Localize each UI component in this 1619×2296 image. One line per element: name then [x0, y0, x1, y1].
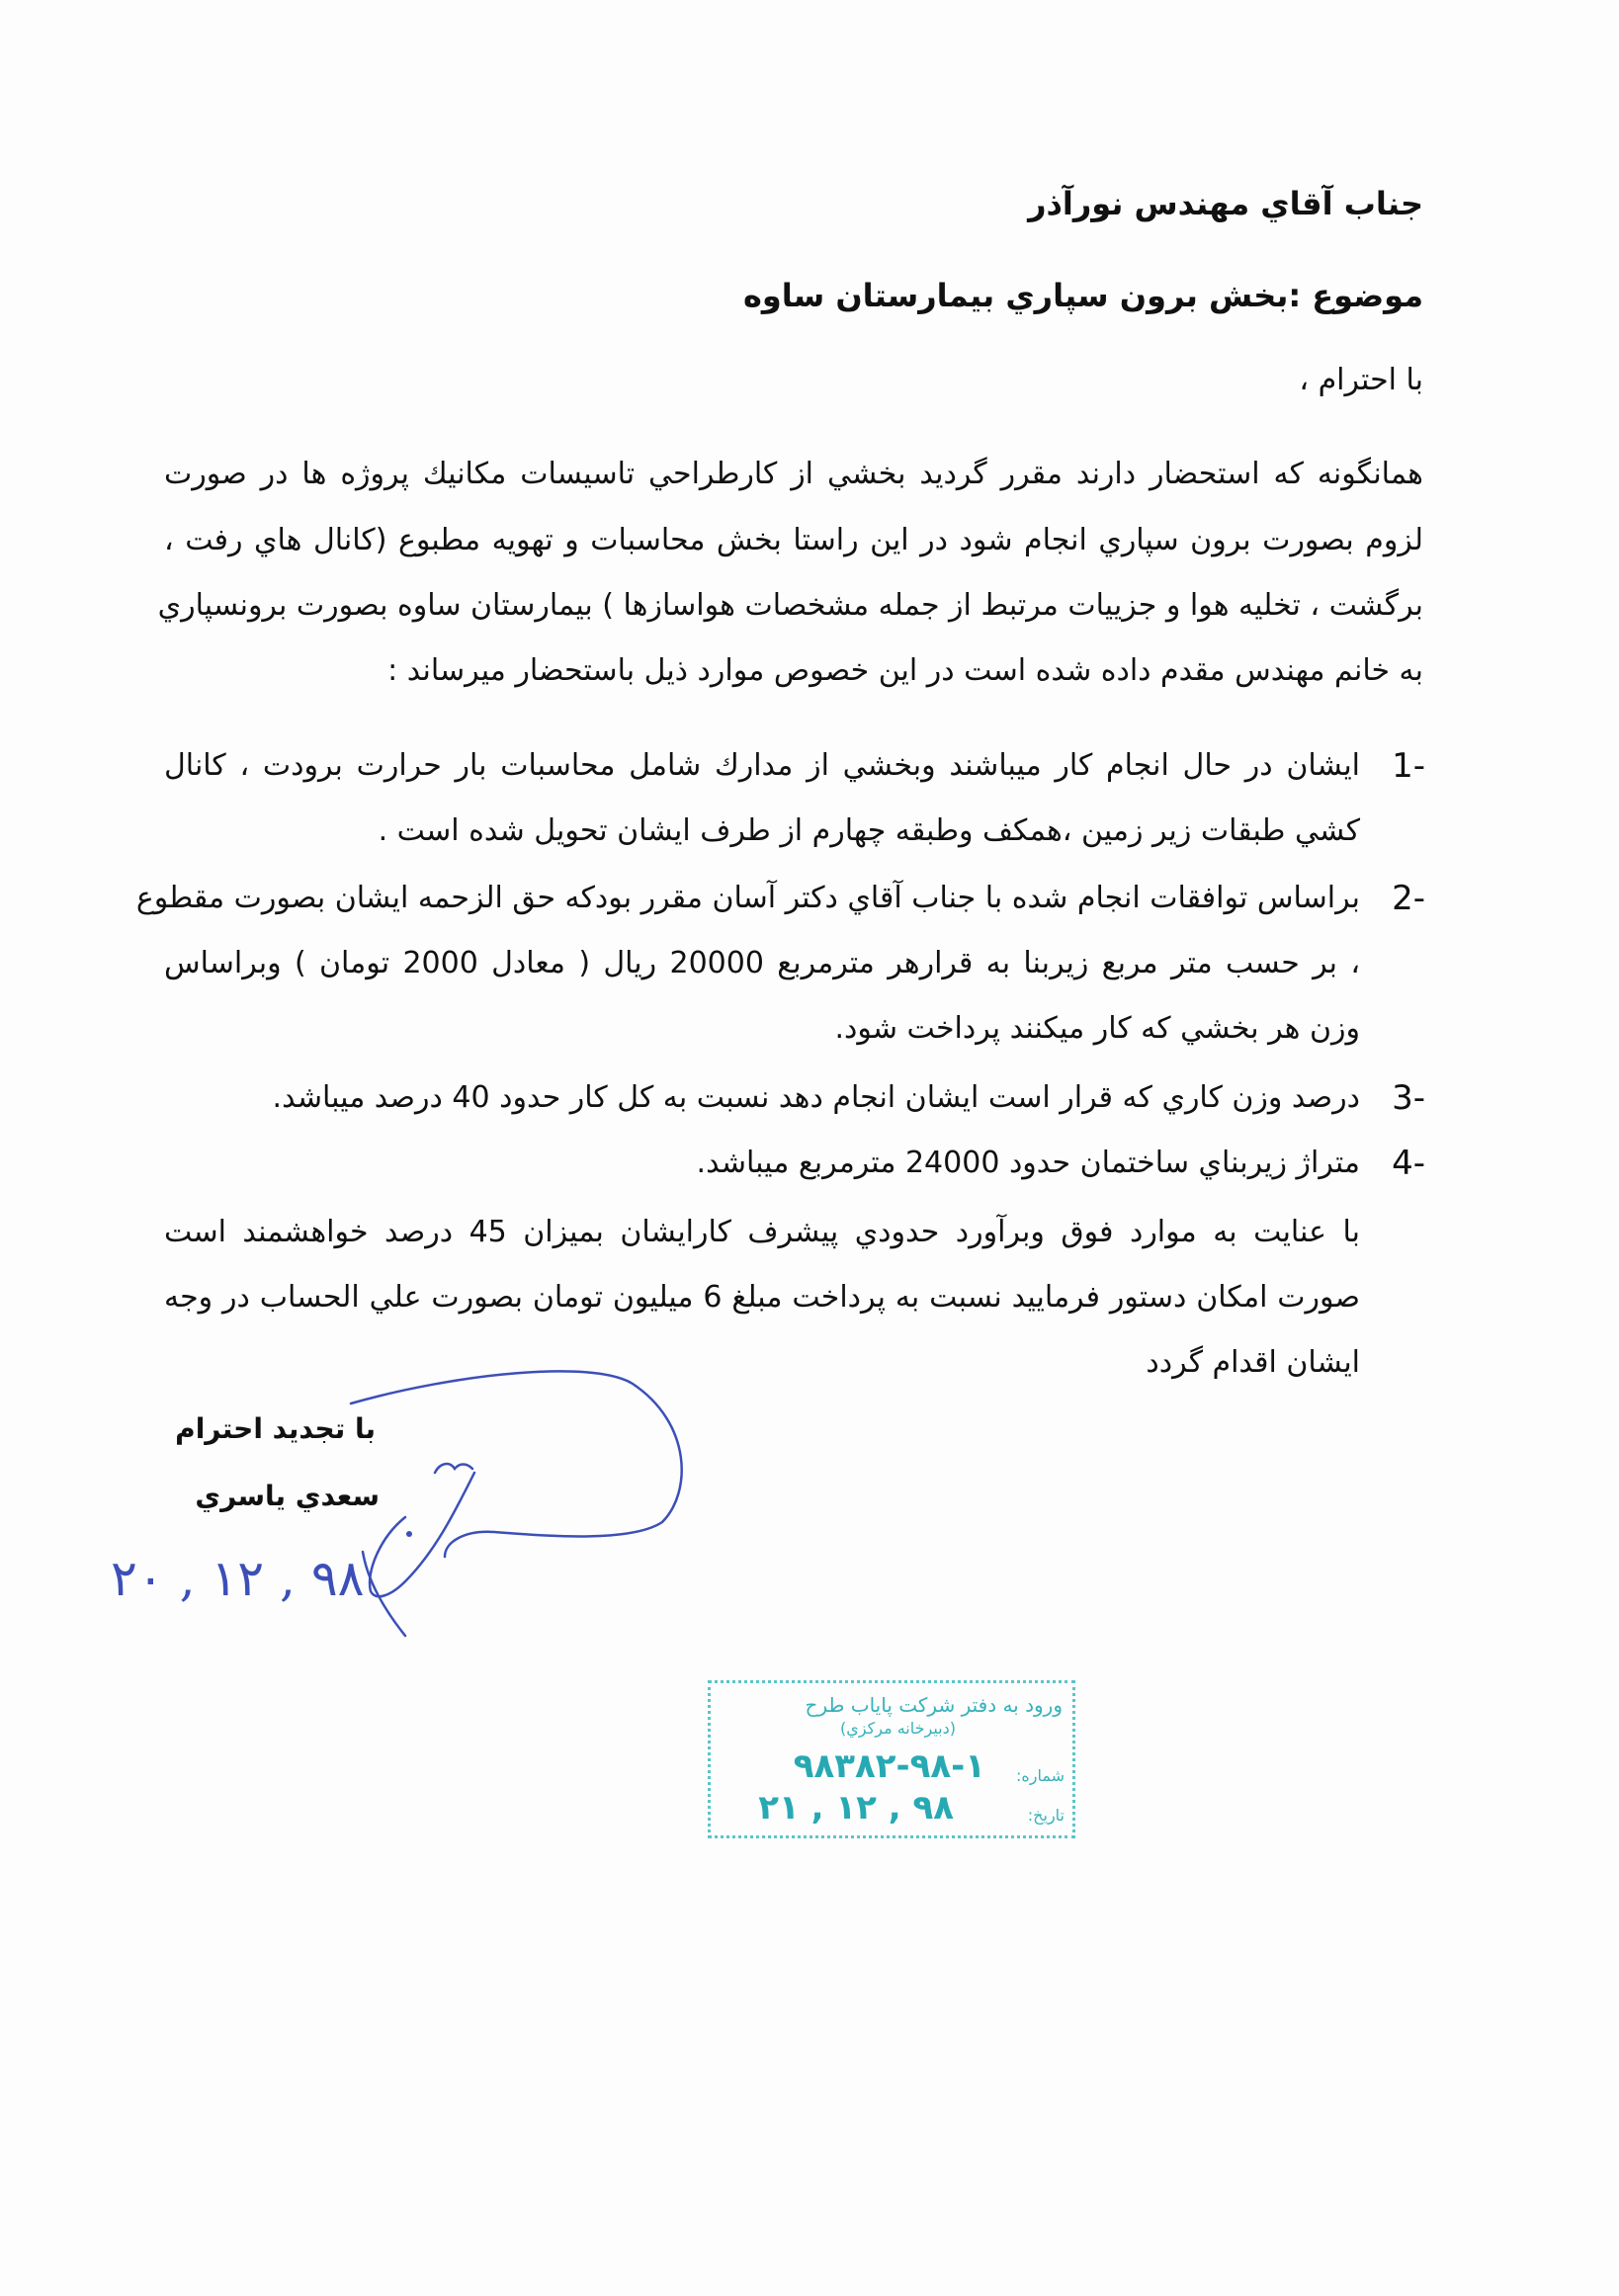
signature-tail [363, 1552, 405, 1636]
signoff: با تجديد احترام [175, 1412, 376, 1445]
intro-line: برگشت ، تخليه هوا و جزييات مرتبط از جمله مشخصات هواسازها ) بيمارستان ساوه بصورت برونسپاري [157, 588, 1423, 623]
receipt-stamp [708, 1680, 1075, 1838]
stamp-date-value: ٩٨ , ١٢ , ٢١ [758, 1788, 954, 1828]
closing-line: با عنايت به موارد فوق وبرآورد حدودي پيشرف كارايشان بميزان 45 درصد خواهشمند است [164, 1215, 1360, 1249]
signature-stroke [370, 1473, 474, 1596]
closing-line: صورت امكان دستور فرماييد نسبت به پرداخت مبلغ 6 ميليون تومان بصورت علي الحساب در وجه [164, 1280, 1360, 1315]
item-number: -2 [1392, 879, 1425, 918]
item-number: -3 [1392, 1078, 1425, 1118]
item-line: ، بر حسب متر مربع زيربنا به قرارهر مترمربع 20000 ريال ( معادل 2000 تومان ) وبراساس [164, 946, 1361, 980]
intro-line: لزوم بصورت برون سپاري انجام شود در اين راستا بخش محاسبات و تهويه مطبوع (كانال هاي رفت ، [164, 523, 1423, 557]
item-line: كشي طبقات زير زمين ،همكف وطبقه چهارم از طرف ايشان تحويل شده است . [378, 813, 1360, 848]
item-line: متراژ زيربناي ساختمان حدود 24000 مترمربع ميباشد. [696, 1146, 1360, 1180]
intro-line: به خانم مهندس مقدم داده شده است در اين خصوص موارد ذيل باستحضار ميرساند : [387, 653, 1423, 688]
item-line: وزن هر بخشي كه كار ميكنند پرداخت شود. [834, 1011, 1360, 1046]
greeting-line: با احترام ، [1299, 363, 1423, 397]
intro-line: همانگونه كه استحضار دارند مقرر گرديد بخشي از كارطراحي تاسيسات مكانيك پروژه ها در صورت [164, 457, 1423, 491]
handwritten-date: ٩٨ , ١٢ , ٢٠ [111, 1550, 365, 1607]
stamp-date-label: تاريخ: [1027, 1806, 1065, 1825]
item-number: -4 [1392, 1144, 1425, 1183]
item-line: براساس توافقات انجام شده با جناب آقاي دكتر آسان مقرر بودكه حق الزحمه ايشان بصورت مقطوع [135, 881, 1360, 915]
stamp-subtitle: (دبيرخانه مركزي) [840, 1719, 956, 1738]
signer-name: سعدي ياسري [195, 1480, 380, 1512]
closing-line: ايشان اقدام گردد [1146, 1345, 1360, 1380]
signature-loop [351, 1371, 682, 1557]
stamp-number-value: ١-٩٨-٩٨٣٨٢ [793, 1746, 985, 1786]
recipient-line: جناب آقاي مهندس نورآذر [1028, 185, 1423, 222]
signature-mark [435, 1464, 472, 1473]
item-line: ايشان در حال انجام كار ميباشند وبخشي از مدارك شامل محاسبات بار حرارت برودت ، كانال [164, 748, 1360, 783]
item-line: درصد وزن كاري كه قرار است ايشان انجام دهد نسبت به كل كار حدود 40 درصد ميباشد. [272, 1080, 1360, 1115]
subject-line: موضوع :بخش برون سپاري بيمارستان ساوه [742, 277, 1423, 314]
stamp-title: ورود به دفتر شركت پاياب طرح [805, 1693, 1063, 1717]
stamp-number-label: شماره: [1015, 1766, 1065, 1785]
item-number: -1 [1392, 746, 1425, 786]
